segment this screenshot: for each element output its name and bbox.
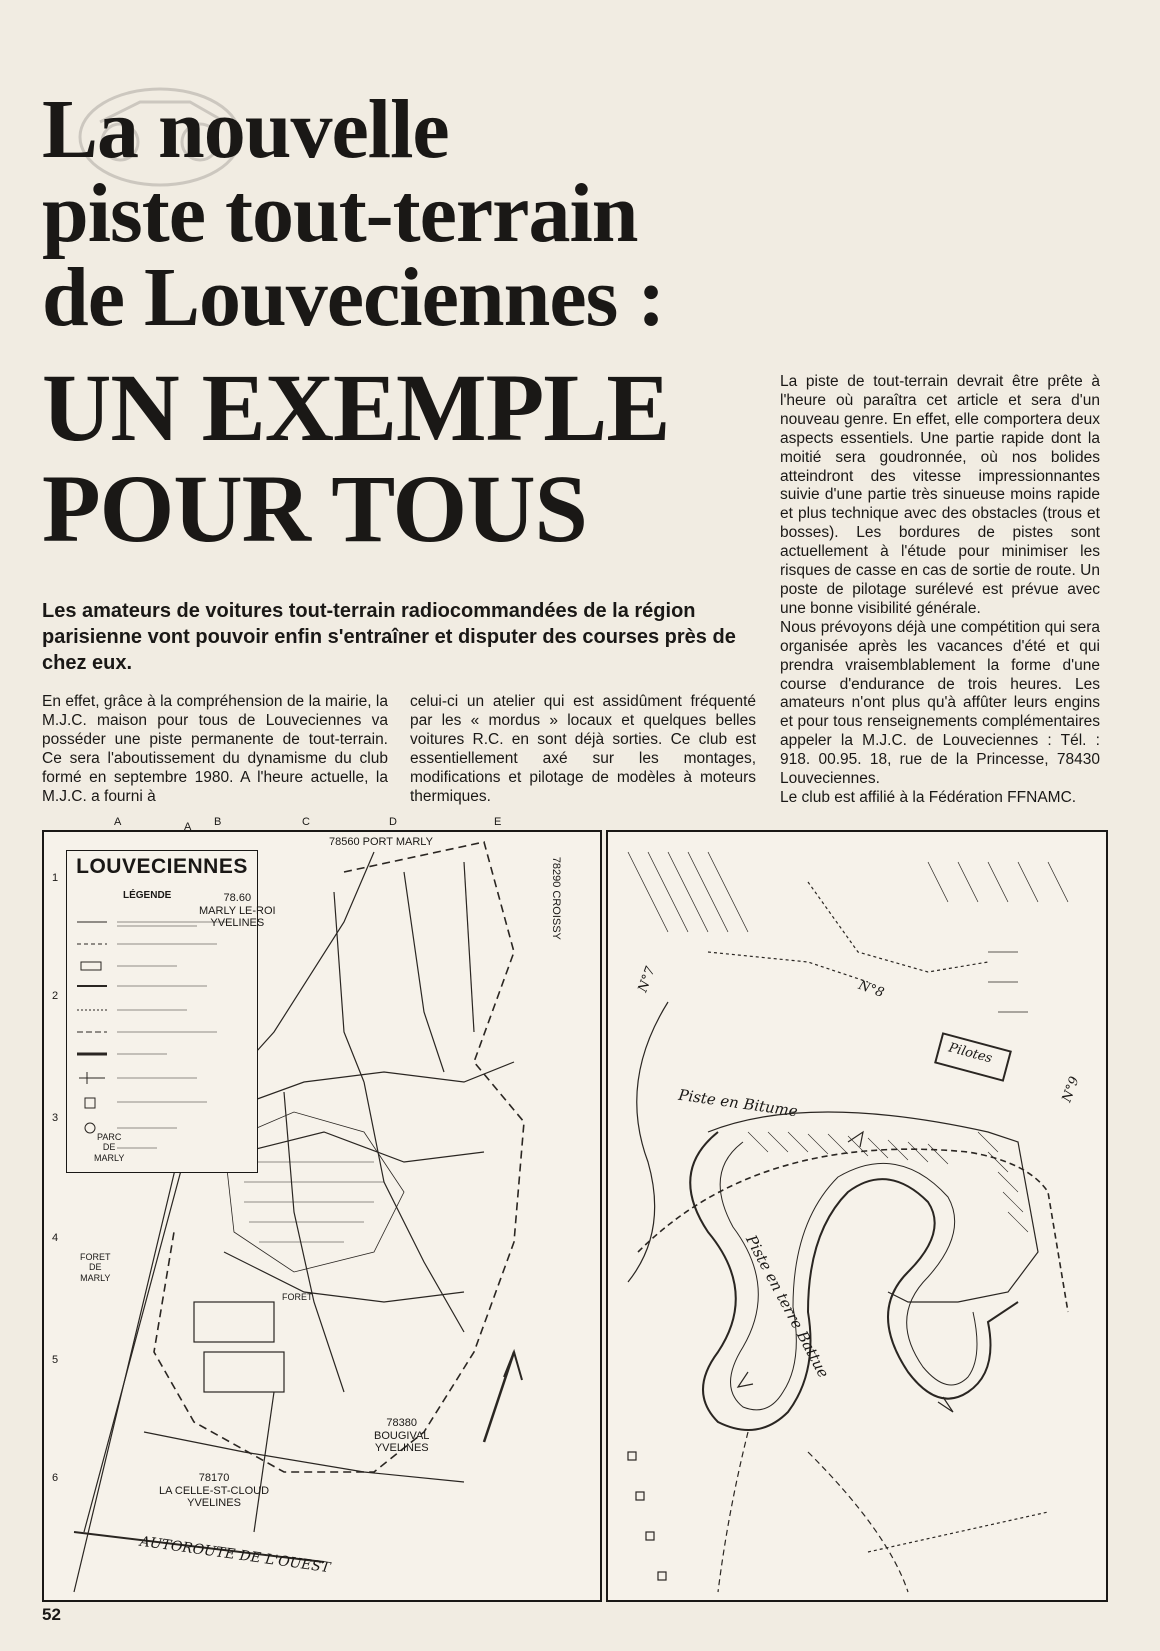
track-label-pilotes: Pilotes xyxy=(946,1040,994,1067)
map-label-celle: 78170 LA CELLE-ST-CLOUD YVELINES xyxy=(159,1472,270,1510)
map-label-autoroute: AUTOROUTE DE L'OUEST xyxy=(138,1533,332,1577)
subhead-line-1: UN EXEMPLE xyxy=(42,354,670,461)
article-headline xyxy=(42,83,762,344)
article-lead: Les amateurs de voitures tout-terrain radiocommandées de la région parisienne vont pouvoir enfin s'entraîner et disputer des courses près de chez eux. xyxy=(42,600,736,674)
map-column-letter: D xyxy=(389,816,397,828)
legend-title: LÉGENDE xyxy=(123,890,172,901)
article-subhead xyxy=(42,354,742,562)
column-3-paragraph: Le club est affilié à la Fédération FFNAMC. xyxy=(780,788,1077,806)
map-label-foret: FORET xyxy=(282,1292,313,1302)
map-row-number: 5 xyxy=(52,1354,59,1366)
headline-line-2: piste tout-terrain xyxy=(42,167,638,260)
column-3-paragraph: Nous prévoyons déjà une compétition qui sera organisée après les vacances d'été et qui prendra vraisemblablement la forme d'une course d'endurance de trois heures. Les amateurs n'ont plus qu'à affûter leurs engins et pour tous renseignements complémentaires appeler la M.J.C. de Louveciennes : Tél. : 918. 00.95. 18, rue de la Princesse, 78430 Louveciennes. xyxy=(780,618,1100,788)
headline-line-1: La nouvelle xyxy=(42,83,449,176)
article-column-3 xyxy=(780,373,1100,808)
track-drawing xyxy=(608,832,1106,1600)
track-label-n8: N°8 xyxy=(856,977,886,1002)
map-column-letter: A xyxy=(114,816,122,828)
svg-text:A: A xyxy=(184,821,192,833)
map-title: LOUVECIENNES xyxy=(66,850,258,884)
article-column-1: En effet, grâce à la compréhension de la mairie, la M.J.C. maison pour tous de Louveciennes va posséder une piste permanente de tout-terrain. Ce sera l'aboutissement du dynamisme du club formé en septembre 1980. A l'heure actuelle, la M.J.C. a fourni à xyxy=(42,693,388,805)
track-label-n7: N°7 xyxy=(635,964,659,995)
column-3-paragraph: La piste de tout-terrain devrait être prête à l'heure où paraîtra cet article et sera d'un nouveau genre. En effet, elle comportera deux aspects essentiels. Une partie rapide dont la moitié sera goudronnée, où nos bolides atteindront des vitesse impressionnantes suivie d'une partie très sinueuse moins rapide et plus technique avec des obstacles (trous et bosses). Les bordures de pistes sont actuellement à l'étude pour minimiser les risques de casse en cas de sortie de route. Un poste de pilotage surélevé est prévue avec une bonne visibilité générale. xyxy=(780,373,1100,617)
page-number: 52 xyxy=(42,1605,61,1624)
subhead-line-2: POUR TOUS xyxy=(42,454,587,562)
track-label-n9: N°9 xyxy=(1059,1074,1083,1105)
map-row-number: 2 xyxy=(52,990,59,1002)
map-column-letter: C xyxy=(302,816,310,828)
map-column-letter: B xyxy=(214,816,222,828)
map-label-port-marly: 78560 PORT MARLY xyxy=(329,836,433,848)
louveciennes-map xyxy=(42,816,602,1602)
map-row-number: 1 xyxy=(52,872,59,884)
map-label-foret-marly: FORET DE MARLY xyxy=(80,1252,111,1283)
map-label-marly: 78.60 MARLY LE-ROI YVELINES xyxy=(199,892,276,930)
map-label-croissy: 78290 CROISSY xyxy=(549,856,562,940)
map-column-letter: E xyxy=(494,816,502,828)
headline-line-3: de Louveciennes : xyxy=(42,251,665,344)
article-column-2: celui-ci un atelier qui est assidûment fréquenté par les « mordus » locaux et quelques belles voitures R.C. en sont déjà sorties. Ce club est essentiellement axé sur les montages, modifications et pilotage de modèles à moteurs thermiques. xyxy=(410,693,756,805)
map-label-parc-marly: PARC DE MARLY xyxy=(94,1132,125,1163)
track-plan xyxy=(606,830,1108,1602)
map-row-number: 6 xyxy=(52,1472,59,1484)
map-label-bougival: 78380 BOUGIVAL YVELINES xyxy=(374,1417,430,1455)
map-row-number: 3 xyxy=(52,1112,59,1124)
track-label-bitume: Piste en Bitume xyxy=(677,1085,799,1121)
map-row-number: 4 xyxy=(52,1232,59,1244)
track-label-terre: Piste en terre Battue xyxy=(742,1232,833,1381)
